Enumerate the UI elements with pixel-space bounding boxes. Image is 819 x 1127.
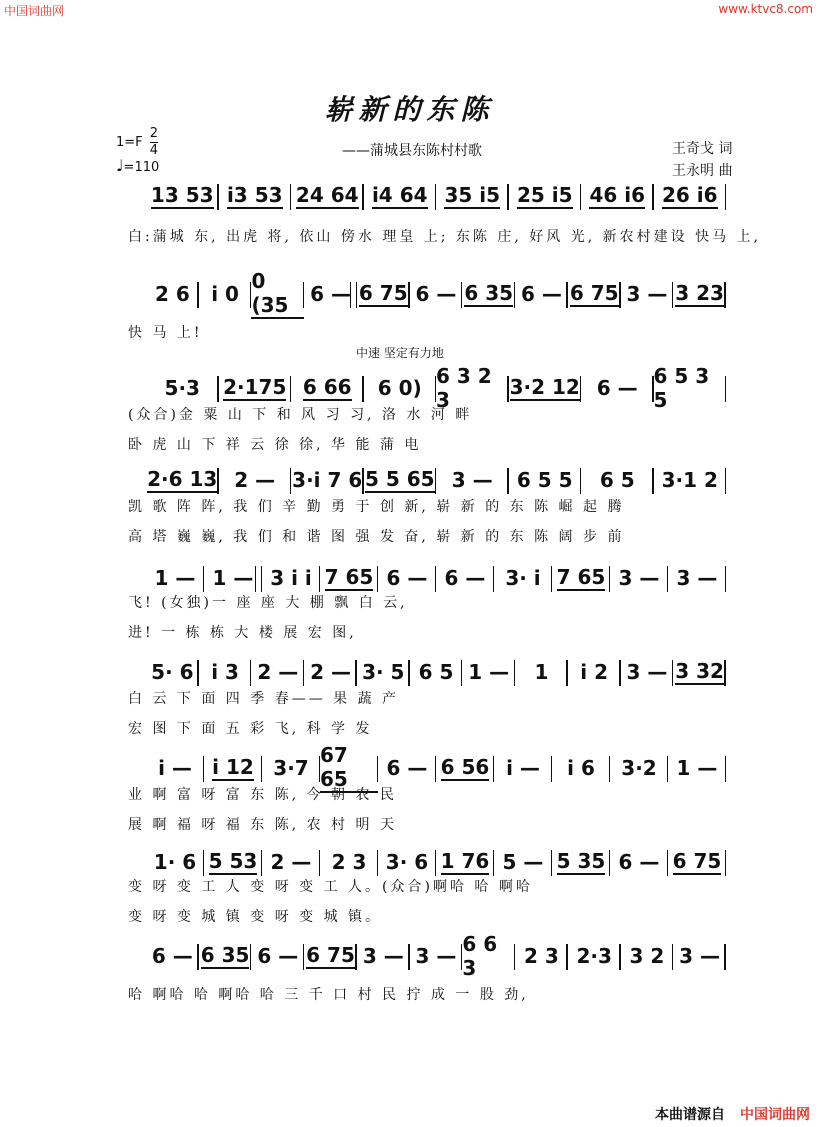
- measure-notes: 1· 6: [153, 850, 197, 874]
- watermark-right: www.ktvc8.com: [718, 2, 813, 16]
- measure: [357, 944, 410, 968]
- measure-notes: 1: [534, 660, 549, 684]
- measure-notes: 5 5 65: [364, 467, 435, 491]
- measure-notes: 5 53: [208, 849, 258, 873]
- measure-notes: 3·7: [273, 756, 309, 780]
- lyric-line: 宏 图 下 面 五 彩 飞, 科 学 发: [128, 721, 373, 737]
- measure: [364, 376, 437, 400]
- measure-notes: 2 3: [524, 944, 559, 968]
- measure-notes: 6 —: [596, 376, 638, 400]
- measure-notes: 1 —: [676, 756, 718, 780]
- measure-notes: 1 —: [154, 566, 196, 590]
- measure: [304, 282, 357, 306]
- measure: [509, 468, 582, 492]
- measure: [436, 364, 509, 412]
- measure: [581, 376, 654, 400]
- measure-notes: 3·1 2: [661, 468, 718, 492]
- measure-notes: 6 5: [418, 660, 454, 684]
- measure-notes: i 12: [212, 755, 254, 779]
- measure: [364, 468, 437, 492]
- measure: [146, 566, 204, 590]
- measure: [199, 944, 252, 968]
- lyric-line: 高 塔 巍 巍, 我 们 和 谐 图 强 发 奋, 崭 新 的 东 陈 阔 步 前: [128, 529, 625, 545]
- measure-notes: 6 56: [440, 755, 490, 779]
- measure-notes: 6 —: [618, 850, 660, 874]
- lyric-line: 卧 虎 山 下 祥 云 徐 徐, 华 能 蒲 电: [128, 437, 422, 453]
- measure-notes: 24 64: [295, 183, 359, 207]
- measure: [291, 376, 364, 400]
- measure: [462, 932, 515, 980]
- measure: [552, 850, 610, 874]
- measure: [515, 282, 568, 306]
- measure: [378, 566, 436, 590]
- time-denominator: 4: [149, 143, 159, 158]
- measure: [515, 660, 568, 684]
- measure: [146, 944, 199, 968]
- measure-notes: 46 i6: [589, 183, 646, 207]
- notation-row: [146, 660, 726, 684]
- measure-notes: 3 23: [675, 281, 724, 305]
- measure: [515, 944, 568, 968]
- measure-notes: 3·2 12: [509, 375, 580, 399]
- measure: [621, 944, 674, 968]
- measure-notes: 1 76: [440, 849, 490, 873]
- measure-notes: 3 —: [451, 468, 493, 492]
- measure: [436, 184, 509, 208]
- measure-notes: i 3: [211, 660, 239, 684]
- measure-notes: 3 —: [362, 944, 404, 968]
- measure: [436, 850, 494, 874]
- measure: [410, 660, 463, 684]
- measure-notes: i —: [506, 756, 540, 780]
- measure-notes: 3·2: [621, 756, 657, 780]
- notation-row: [146, 932, 726, 980]
- measure: [610, 756, 668, 780]
- measure: [262, 566, 320, 590]
- measure-notes: i —: [158, 756, 192, 780]
- measure: [552, 756, 610, 780]
- measure-notes: 7 65: [324, 565, 374, 589]
- measure: [581, 184, 654, 208]
- song-title: 崭新的东陈: [324, 93, 495, 126]
- measure-notes: 6 5: [599, 468, 635, 492]
- measure: [146, 376, 219, 400]
- measure: [462, 660, 515, 684]
- measure: [320, 566, 378, 590]
- measure: [621, 282, 674, 306]
- measure: [654, 468, 727, 492]
- measure: [199, 660, 252, 684]
- lyric-line: 哈 啊哈 哈 啊哈 哈 三 千 口 村 民 拧 成 一 股 劲,: [128, 987, 529, 1003]
- notation-row: [146, 184, 726, 208]
- notation-row: [146, 850, 726, 874]
- measure-notes: 35 i5: [444, 183, 501, 207]
- lyric-line: 白:蒲城 东, 出虎 将, 依山 傍水 理皇 上; 东陈 庄, 好风 光, 新农村建设 快马 上,: [128, 229, 761, 245]
- measure-notes: 2·6 13: [147, 467, 218, 491]
- measure-notes: 6 —: [386, 756, 428, 780]
- measure-notes: 3 —: [626, 282, 668, 306]
- measure-notes: 6 —: [386, 566, 428, 590]
- measure-notes: 1 —: [468, 660, 510, 684]
- measure-notes: 6 5 5: [516, 468, 573, 492]
- measure: [494, 756, 552, 780]
- song-subtitle: ——蒲城县东陈村村歌: [342, 143, 482, 159]
- lyric-line: 进! 一 栋 栋 大 楼 展 宏 图,: [128, 625, 357, 641]
- lyric-line: 白 云 下 面 四 季 春—— 果 蔬 产: [128, 691, 400, 707]
- time-signature: [150, 126, 158, 159]
- measure: [251, 660, 304, 684]
- notation-row: [146, 743, 726, 791]
- measure: [621, 660, 674, 684]
- measure-notes: 6 3 2 3: [436, 364, 492, 412]
- measure: [304, 944, 357, 968]
- measure-notes: 2 3: [331, 850, 367, 874]
- measure-notes: 5 —: [502, 850, 544, 874]
- notation-row: [146, 566, 726, 590]
- key-signature: [116, 126, 158, 159]
- measure: [262, 756, 320, 780]
- measure: [610, 566, 668, 590]
- measure-notes: 6 —: [444, 566, 486, 590]
- measure-notes: 6 —: [151, 944, 193, 968]
- measure-notes: 3·i 7 6: [292, 468, 363, 492]
- notation-row: [146, 269, 726, 317]
- measure: [668, 566, 726, 590]
- tempo-value: =110: [123, 160, 160, 175]
- composer-credit: 王永明 曲: [672, 163, 733, 179]
- measure: [436, 566, 494, 590]
- measure: [199, 282, 252, 306]
- measure-notes: 3 2: [629, 944, 665, 968]
- measure: [653, 364, 727, 412]
- measure-notes: 2 —: [270, 850, 312, 874]
- measure-notes: 5· 6: [151, 660, 194, 684]
- measure-notes: 6 —: [310, 282, 351, 306]
- measure-notes: 2 —: [257, 660, 299, 684]
- measure: [610, 850, 668, 874]
- measure-notes: 5·3: [164, 376, 200, 400]
- measure: [494, 566, 552, 590]
- measure: [146, 660, 199, 684]
- measure: [364, 184, 437, 208]
- measure-notes: 3 —: [626, 660, 668, 684]
- lyric-line: (众合)金 粟 山 下 和 风 习 习, 洛 水 河 畔: [128, 407, 473, 423]
- measure-notes: i 0: [211, 282, 239, 306]
- measure: [462, 282, 515, 306]
- measure-notes: 6 75: [306, 943, 355, 967]
- lyric-line: 飞! (女独)一 座 座 大 棚 飘 白 云,: [128, 595, 408, 611]
- watermark-left: 中国词曲网: [4, 4, 65, 18]
- lyric-line: 凯 歌 阵 阵, 我 们 辛 勤 勇 于 创 新, 崭 新 的 东 陈 崛 起 腾: [128, 499, 625, 515]
- measure: [568, 944, 621, 968]
- measure-notes: 2 —: [310, 660, 351, 684]
- measure-notes: 6 —: [520, 282, 562, 306]
- measure: [219, 376, 292, 400]
- measure-notes: 3 32: [675, 659, 724, 683]
- measure-notes: 2·3: [576, 944, 612, 968]
- performance-direction: 中速 坚定有力地: [356, 346, 444, 360]
- measure-notes: 6 66: [302, 375, 352, 399]
- notation-row: [146, 364, 726, 412]
- measure: [436, 756, 494, 780]
- measure: [378, 756, 436, 780]
- measure: [146, 282, 199, 306]
- measure: [581, 468, 654, 492]
- measure-notes: i 2: [580, 660, 609, 684]
- measure: [251, 944, 304, 968]
- measure-notes: 3 —: [618, 566, 660, 590]
- measure: [410, 944, 463, 968]
- time-numerator: 2: [149, 126, 159, 141]
- measure: [146, 184, 219, 208]
- measure-notes: 6 —: [257, 944, 299, 968]
- measure-notes: 3 —: [679, 944, 721, 968]
- measure: [410, 282, 463, 306]
- measure-notes: 3· 5: [362, 660, 405, 684]
- measure: [219, 468, 292, 492]
- measure-notes: 3· 6: [385, 850, 429, 874]
- measure: [654, 184, 727, 208]
- measure: [378, 850, 436, 874]
- tempo-marking: [116, 156, 159, 175]
- measure: [436, 468, 509, 492]
- measure-notes: 13 53: [150, 183, 214, 207]
- measure: [219, 184, 292, 208]
- measure: [251, 269, 304, 317]
- measure: [291, 184, 364, 208]
- measure-notes: 6 —: [415, 282, 457, 306]
- measure-notes: 6 35: [200, 943, 250, 967]
- lyricist-credit: 王奇戈 词: [672, 141, 733, 157]
- measure-notes: 2 —: [234, 468, 276, 492]
- quarter-note-icon: ♩: [116, 156, 124, 175]
- measure-notes: 26 i6: [661, 183, 718, 207]
- measure-notes: 3 —: [676, 566, 718, 590]
- measure: [146, 756, 204, 780]
- measure-notes: i4 64: [371, 183, 428, 207]
- measure: [673, 944, 726, 968]
- measure-notes: 6 75: [569, 281, 619, 305]
- measure: [357, 282, 410, 306]
- measure: [204, 756, 262, 780]
- measure: [673, 660, 726, 684]
- measure-notes: 6 5 3 5: [653, 364, 710, 412]
- measure: [262, 850, 320, 874]
- measure: [509, 376, 582, 400]
- measure: [673, 282, 726, 306]
- measure-notes: 6 75: [358, 281, 408, 305]
- measure: [146, 468, 219, 492]
- measure-notes: 25 i5: [516, 183, 573, 207]
- measure: [204, 566, 262, 590]
- measure-notes: 5 35: [556, 849, 606, 873]
- measure-notes: 1 —: [212, 566, 254, 590]
- footer-source-site: 中国词曲网: [740, 1107, 810, 1123]
- lyric-line: 变 呀 变 工 人 变 呀 变 工 人。(众合)啊哈 哈 啊哈: [128, 879, 533, 895]
- measure: [568, 282, 621, 306]
- measure-notes: 0 (35: [251, 269, 304, 319]
- measure-notes: 3 i i: [270, 566, 312, 590]
- notation-row: [146, 468, 726, 492]
- measure: [552, 566, 610, 590]
- measure: [146, 850, 204, 874]
- lyric-line: 展 啊 福 呀 福 东 陈, 农 村 明 天: [128, 817, 397, 833]
- measure: [568, 660, 621, 684]
- measure-notes: i 6: [567, 756, 595, 780]
- lyric-line: 变 呀 变 城 镇 变 呀 变 城 镇。: [128, 909, 383, 925]
- measure-notes: 3· i: [505, 566, 541, 590]
- measure: [291, 468, 364, 492]
- measure-notes: 6 6 3: [462, 932, 498, 980]
- key-label: 1=F: [116, 135, 143, 150]
- measure: [320, 743, 378, 791]
- measure: [304, 660, 357, 684]
- measure: [494, 850, 552, 874]
- measure: [668, 756, 726, 780]
- measure-notes: 7 65: [556, 565, 606, 589]
- lyric-line: 快 马 上!: [128, 325, 203, 341]
- measure-notes: 6 75: [672, 849, 722, 873]
- measure: [204, 850, 262, 874]
- lyric-line: 业 啊 富 呀 富 东 陈, 今 朝 农 民: [128, 787, 397, 803]
- measure: [320, 850, 378, 874]
- measure-notes: 67 65: [320, 743, 378, 793]
- measure-notes: i3 53: [226, 183, 283, 207]
- measure: [357, 660, 410, 684]
- footer-source-label: 本曲谱源自: [655, 1107, 725, 1123]
- measure-notes: 3 —: [415, 944, 457, 968]
- measure-notes: 6 35: [464, 281, 514, 305]
- measure-notes: 2·175: [223, 375, 287, 399]
- measure: [509, 184, 582, 208]
- measure-notes: 2 6: [154, 282, 190, 306]
- measure: [668, 850, 726, 874]
- measure-notes: 6 0): [377, 376, 422, 400]
